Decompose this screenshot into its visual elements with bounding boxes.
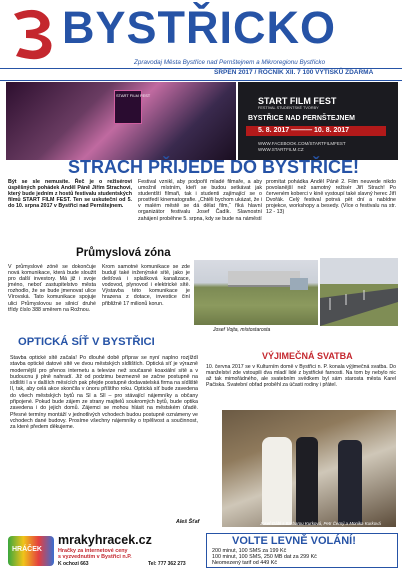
industrial-zone-photo: [194, 260, 318, 325]
tariff-line-3: Neomezený tarif od 449 Kč: [212, 560, 278, 566]
photo-sign: [290, 278, 308, 290]
photo-bride: [262, 437, 292, 525]
toy-shop-slogan-2: s vyzvednutím v Bystřici n.P.: [58, 554, 132, 560]
festival-subtitle: FESTIVAL STUDENTSKÉ TVORBY: [258, 106, 319, 110]
opticka-text: Stavba optické sítě začala! Po dlouhé době příprav se nyní naplno rozjíždí stavba optické datové sítě ve dvou městských sídlištích. Optická síť je výrazně modernější pro přenos internetu a televize než současné koaxiální sítě a v budoucnu ji plně nahradí. Již od podzimu bezmezně se začne postupně na sídlišti I a v dalších měsících pak přejde postupně dodavatelská firma na sídliště II, tak, aby celá akce skončila v únoru příštího roku. Optická síť bude zavedena do všech městských bytů na Sl a Sll – pro stávající nájemníky a občany připojené. Pokud bude zájem ze strany majitelů soukromých bytů, bude optika zavedena i do jejich domů. Zájemci se mohou hlásit na městském úřadě. Přesné termíny montáží v jednotlivých vchodech budou postupně oznámeny ve vchodech dané budovy. Prosíme všechny nájemníky o trpělivost a součinnost, za které předem děkujeme.: [10, 355, 198, 431]
festival-place: BYSTŘICE NAD PERNŠTEJNEM: [248, 115, 355, 122]
svatba-title: VÝJIMEČNÁ SVATBA: [262, 351, 353, 361]
masthead-subtitle: Zpravodaj Města Bystřice nad Pernštejnem a Mikroregionu Bystřicko: [134, 59, 326, 66]
wedding-photo-caption: Josef Gábl s Barbarou Kurková, Petr Černý a Monika Kurková: [260, 521, 381, 526]
city-logo: [8, 8, 58, 60]
zona-credit: Josef Vojta, místostarosta: [213, 327, 271, 333]
toy-shop-name: mrakyhracek.cz: [58, 533, 152, 547]
toy-shop-slogan-1: Hračky za internetové ceny: [58, 548, 128, 554]
zona-title: Průmyslová zóna: [76, 247, 171, 259]
industrial-zone-photo-road: [320, 258, 398, 326]
issue-info: SRPEN 2017 / ROČNÍK XII. 7 100 VÝTISKŮ ZDARMA: [214, 69, 374, 76]
lead-column-2: Festival vznikl, aby podpořil mladé filmaře, a aby umožnil místním, kteří se budou setkávat jak studentští filmaři, tak i studenti zajímající se o prostředí kinematografie. „Chtěli bychom ukázat, že i v malém městě se dá dělat film,“ říká hlavní organizátor festivalu Josef Čadík. Slavnostní zahájení proběhne 5. srpna, kdy se bude na náměstí: [138, 179, 262, 222]
photo-groom: [296, 437, 318, 525]
main-headline: STRACH PŘIJEDE DO BYSTŘICE!: [68, 157, 360, 177]
masthead-title: BYSTŘICKO: [62, 2, 337, 53]
svatba-text: 10. června 2017 se v Kulturním domě v Bystřici n. P. konala výjimečná svatba. Do manželství zde vstoupili dva mladí lidé z bystřické farnosti. Na tom by nebylo nic až tak mimořádného, ale svatebním svědkem byl sám starosta města Karel Pačiska. Svatební obřad proběhl za účasti rodiny i přátel.: [206, 364, 396, 389]
zona-column-2: Krom samotné komunikace se zde budují také inženýrské sítě, jako je dešťová i splašková kanalizace, vodovod, plynovod i elektrické sítě. Výstavba této komunikace je hrazena z dotace, investice činí přibližně 17 milionů korun.: [102, 264, 190, 307]
toy-shop-logo-text: HRÁČEK: [12, 546, 42, 553]
tariff-title: VOLTE LEVNĚ VOLÁNÍ!: [232, 535, 356, 547]
lead-column-1: Být se sle nemusíte. Řeč je o režisérovi úspěšných pohádek Anděl Páně Jiřím Strachovi, který bude jedním z hostů festivalu studentských filmů START FILM FEST. Ten se uskuteční od 5. do 10. srpna 2017 v Bystřici nad Pernštejnem.: [8, 179, 132, 210]
zona-column-1: V průmyslové zóně se dokončuje nová komunikace, která bude sloužit pro další investory. Má již i svoje jméno, neboť zastupitelstvo města rozhodlo, že se bude jmenovat ulice Vírovská. Tato komunikace spojuje ulici Průmyslovou se silnicí druhé třídy číslo 388 směrem na Rožnou.: [8, 264, 96, 313]
festival-card-text: START FILM FEST: [116, 93, 151, 98]
lead-column-3: promítat pohádka Anděl Páně 2. Film neuvede nikdo povolanější než samotný režisér Jiří Strach! Po červeném koberci v kině vystoupí také slavný herec Jiří Dvořák. Celý festival potrvá pět dní a nabídne projekce, workshopy a besedy. (Více o festivalu na str. 12 - 13): [266, 179, 396, 216]
tariff-line-2: 100 minut, 100 SMS, 250 MB dat za 299 Kč: [212, 554, 317, 560]
opticka-author: Aleš Šťaf: [176, 519, 200, 525]
toy-shop-address: K ochozi 663: [58, 561, 89, 567]
opticka-title: OPTICKÁ SÍŤ V BYSTŘICI: [18, 336, 155, 348]
festival-links: WWW.FACEBOOK.COM/STARTFILMFEST WWW.STARTFILM.CZ: [258, 141, 346, 152]
tariff-line-1: 200 minut, 100 SMS za 199 Kč: [212, 548, 287, 554]
toy-shop-phone: Tel: 777 362 273: [148, 561, 186, 567]
festival-dates: 5. 8. 2017 ——— 10. 8. 2017: [258, 127, 350, 134]
festival-title: START FILM FEST: [258, 96, 337, 106]
photo-mayor: [338, 440, 362, 524]
